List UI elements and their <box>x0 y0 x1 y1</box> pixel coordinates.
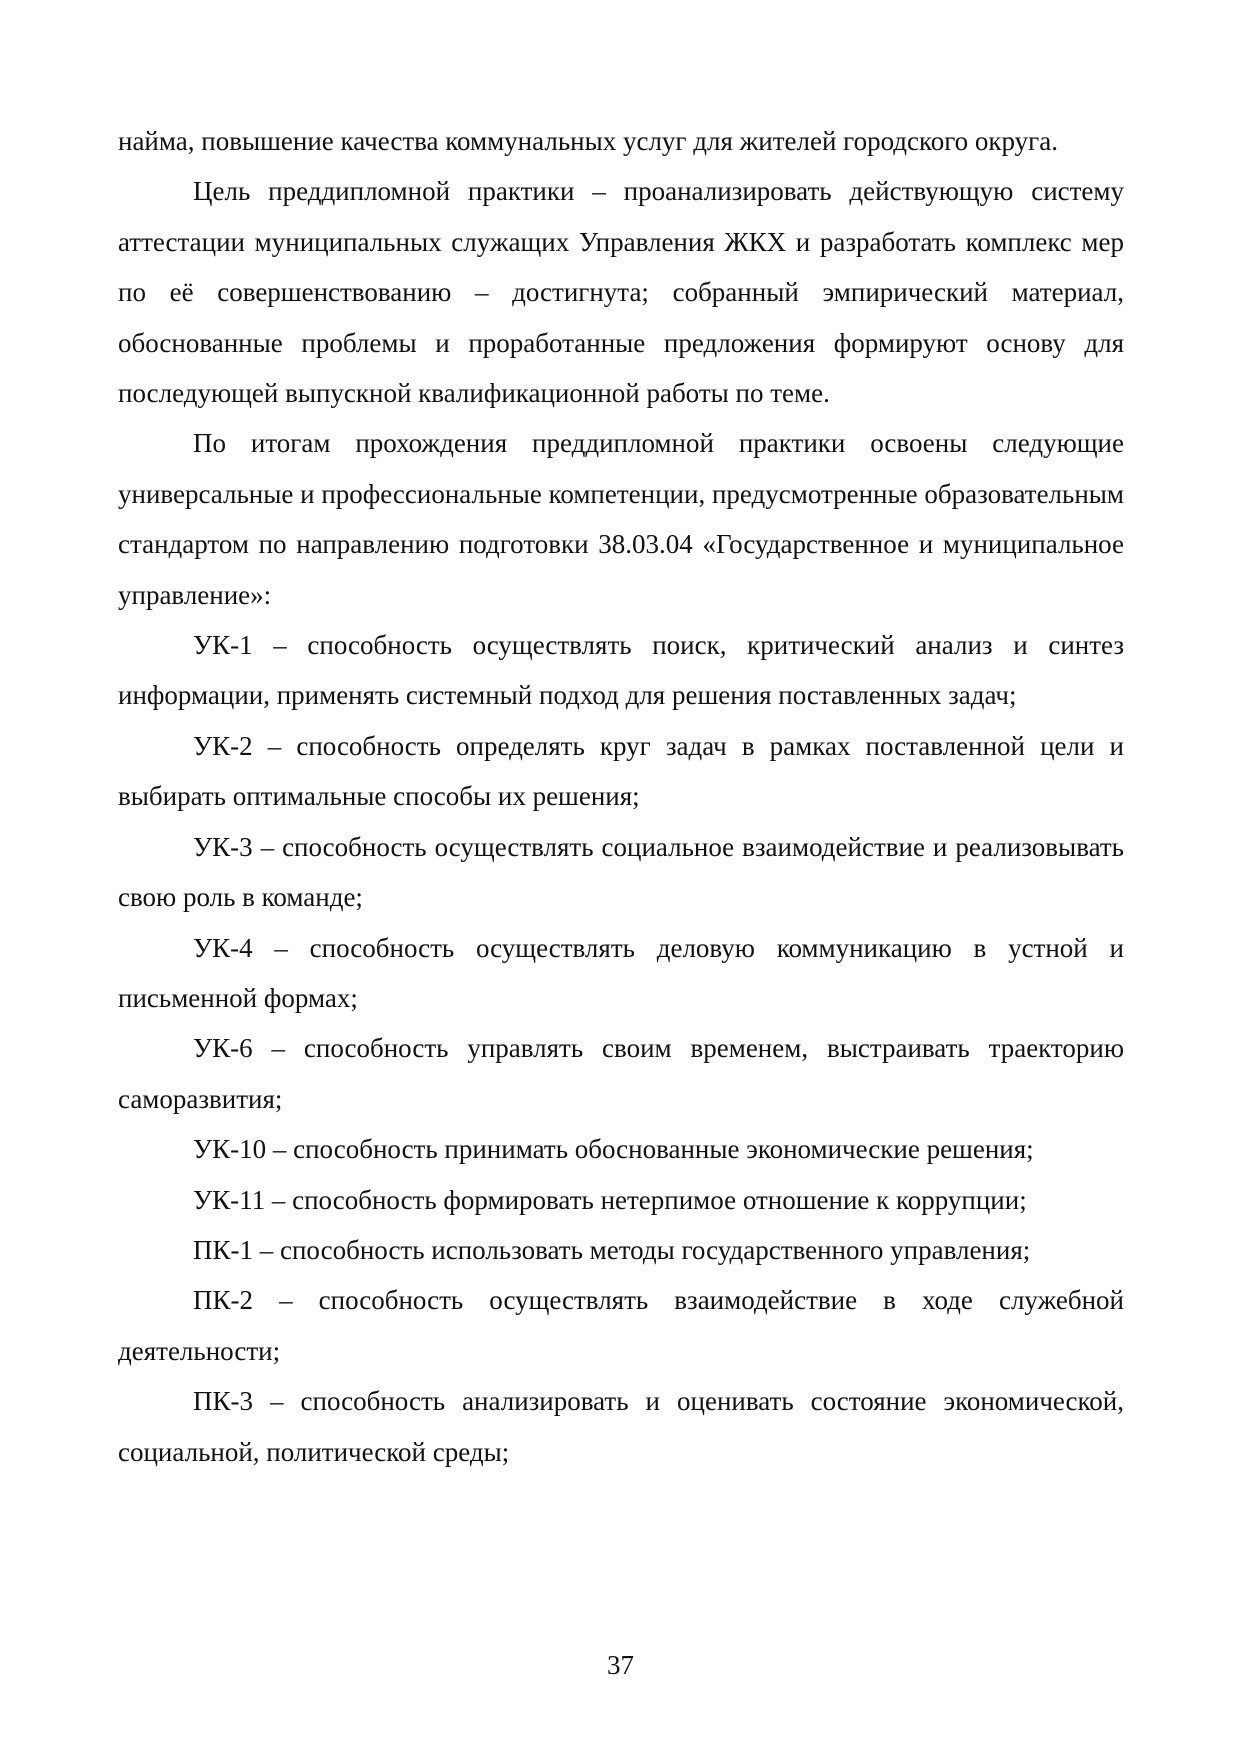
competency-uk-10: УК-10 – способность принимать обоснованные экономические решения; <box>193 1134 1034 1165</box>
competency-uk-3: УК-3 – способность осуществлять социальное взаимодействие и реализовывать свою роль в команде; <box>118 831 1124 913</box>
competency-pk-3: ПК-3 – способность анализировать и оценивать состояние экономической, социальной, политической среды; <box>118 1386 1124 1467</box>
competency-pk-1: ПК-1 – способность использовать методы государственного управления; <box>193 1234 1031 1265</box>
page-body <box>118 116 1124 1477</box>
competency-uk-1: УК-1 – способность осуществлять поиск, критический анализ и синтез информации, применять системный подход для решения поставленных задач; <box>118 630 1124 711</box>
competency-uk-6: УК-6 – способность управлять своим временем, выстраивать траекторию саморазвития; <box>118 1033 1124 1114</box>
paragraph-practice-goal: Цель преддипломной практики – проанализировать действующую систему аттестации муниципальных служащих Управления ЖКХ и разработать комплекс мер по её совершенствованию – достигнута; собранный эмпирический материал, обоснованные проблемы и проработанные предложения формируют основу для последующей выпускной квалификационной работы по теме. <box>118 176 1124 409</box>
paragraph-competencies-intro: По итогам прохождения преддипломной практики освоены следующие универсальные и профессиональные компетенции, предусмотренные образовательным стандартом по направлению подготовки 38.03.04 «Государственное и муниципальное управление»: <box>118 428 1125 610</box>
page-number: 37 <box>607 1650 634 1680</box>
competency-pk-2: ПК-2 – способность осуществлять взаимодействие в ходе служебной деятельности; <box>118 1285 1124 1366</box>
competency-uk-11: УК-11 – способность формировать нетерпимое отношение к коррупции; <box>193 1184 1027 1215</box>
competency-uk-2: УК-2 – способность определять круг задач в рамках поставленной цели и выбирать оптимальные способы их решения; <box>118 730 1124 812</box>
competency-uk-4: УК-4 – способность осуществлять деловую коммуникацию в устной и письменной формах; <box>118 932 1124 1013</box>
paragraph-intro-continuation: найма, повышение качества коммунальных услуг для жителей городского округа. <box>118 126 1058 156</box>
